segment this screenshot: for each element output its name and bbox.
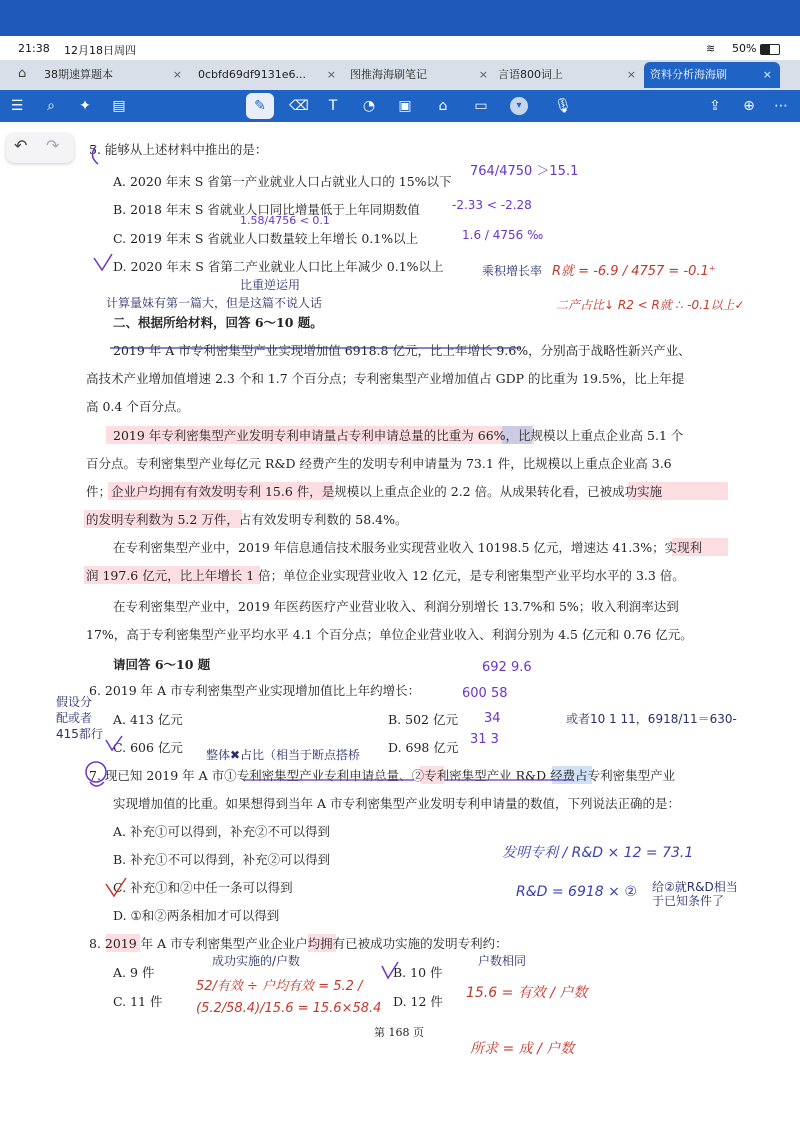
note-r-employment: R就 = -6.9 / 4757 = -0.1⁺ — [552, 264, 716, 279]
microphone-icon[interactable]: 🎙 — [554, 98, 572, 114]
q5-option-c: C. 2019 年末 S 省就业人口数量较上年增长 0.1%以上 — [113, 231, 419, 246]
eraser-icon[interactable]: ⌫ — [289, 98, 309, 114]
q8-option-d: D. 12 件 — [393, 994, 443, 1009]
note-q6-c: 34 — [484, 711, 501, 726]
more-dropdown-icon[interactable]: ▾ — [510, 97, 528, 115]
note-rd-equal: R&D = 6918 × ② — [516, 884, 637, 900]
tab-label: 资料分析海海刷 — [650, 68, 727, 81]
page-number: 第 168 页 — [374, 1026, 424, 1039]
note-q8-calc: 52/有效 ÷ 户均有效 = 5.2 / (5.2/58.4)/15.6 = 15.6×58.4 — [196, 979, 382, 1016]
note-assume-3: 415都行 — [56, 727, 103, 741]
note-calc-b: -2.33 < -2.28 — [452, 198, 532, 212]
q7-line-2: 实现增加值的比重。如果想得到当年 A 市专利密集型产业发明专利申请量的数值，下列说法正确的是： — [113, 796, 680, 811]
note-q6-b: 600 58 — [462, 686, 508, 701]
check-icon — [382, 962, 398, 978]
sticky-note-icon[interactable]: ▭ — [474, 98, 488, 114]
para-4-line-1: 在专利密集型产业中，2019 年医药医疗产业营业收入、利润分别增长 13.7%和 5%；收入利润率达到 — [113, 599, 679, 614]
note-ratio-reverse: 比重逆运用 — [240, 278, 301, 292]
note-calc-c: 1.58/4756 < 0.1 — [240, 214, 330, 227]
q6-title: 6. 2019 年 A 市专利密集型产业实现增加值比上年约增长： — [89, 683, 421, 698]
status-date: 12月18日周四 — [64, 44, 136, 57]
close-icon[interactable]: × — [172, 68, 182, 81]
q7-option-b: B. 补充①不可以得到，补充②可以得到 — [113, 852, 331, 867]
shapes-icon[interactable]: ◔ — [362, 98, 376, 114]
note-product-growth: 乘积增长率 — [482, 264, 543, 278]
search-icon[interactable]: ⌕ — [47, 98, 55, 114]
note-q6-a: 692 9.6 — [482, 660, 532, 675]
tab-label: 言语800词上 — [498, 68, 563, 81]
para-2-line-1: 2019 年专利密集型产业发明专利申请量占专利申请总量的比重为 66%，比规模以上重点企业高 5.1 个 — [113, 428, 684, 443]
ai-sparkle-icon[interactable]: ✦ — [79, 98, 91, 114]
note-rd-formula: 发明专利 / R&D × 12 = 73.1 — [502, 845, 694, 861]
pen-tool-icon[interactable]: ✎ — [246, 93, 274, 119]
para-2-line-3: 件；企业户均拥有有效发明专利 15.6 件，是规模以上重点企业的 2.2 倍。从成果转化看，已被成功实施 — [86, 484, 663, 499]
note-calc-a: 764/4750 ＞15.1 — [470, 164, 579, 179]
q7-option-a: A. 补充①可以得到，补充②不可以得到 — [113, 824, 330, 839]
q5-title: 5. 能够从上述材料中推出的是： — [89, 142, 268, 157]
q5-option-a: A. 2020 年末 S 省第一产业就业人口占就业人口的 15%以下 — [113, 174, 452, 189]
q7-line-1: 7. 现已知 2019 年 A 市①专利密集型产业专利申请总量、②专利密集型产业 R&D 经费占专利密集型产业 — [89, 768, 676, 783]
close-icon[interactable]: × — [478, 68, 488, 81]
para-2-line-2: 百分点。专利密集型产业每亿元 R&D 经费产生的发明专利申请量为 73.1 件，比规模以上重点企业高 3.6 — [86, 456, 672, 471]
note-comment: 计算量妹有第一篇大，但是这篇不说人话 — [106, 296, 323, 310]
note-calc-d: 1.6 / 4756 ‰ — [462, 228, 544, 242]
note-whole-times-share: 整体✖占比（相当于断点搭桥 — [206, 748, 361, 762]
more-icon[interactable]: ⋯ — [774, 98, 788, 114]
note-ratio-15-6: 15.6 = 有效 / 户数 — [466, 985, 588, 1001]
q6-option-c: C. 606 亿元 — [113, 740, 183, 755]
ink-mark — [92, 146, 98, 164]
note-given-2: 给②就R&D相当于已知条件了 — [652, 880, 738, 908]
note-target: 所求 = 成 / 户数 — [470, 1041, 575, 1057]
close-icon[interactable]: × — [626, 68, 636, 81]
q8-title: 8. 2019 年 A 市专利密集型产业企业户均拥有已被成功实施的发明专利约： — [89, 936, 508, 951]
image-icon[interactable]: ▣ — [398, 98, 412, 114]
tab-label: 38期速算题本 — [44, 68, 113, 81]
para-1-line-2: 高技术产业增加值增速 2.3 个和 1.7 个百分点；专利密集型产业增加值占 GDP 的比重为 19.5%，比上年提 — [86, 371, 685, 386]
q6-option-d: D. 698 亿元 — [388, 740, 459, 755]
tab-label: 0cbfd69df9131e6... — [198, 68, 306, 81]
q8-option-b: B. 10 件 — [393, 965, 443, 980]
note-same-households: 户数相同 — [478, 954, 527, 968]
q8-option-c: C. 11 件 — [113, 994, 163, 1009]
note-q6-d: 31 3 — [470, 732, 499, 747]
wifi-icon: ≋ — [706, 42, 716, 55]
para-1-line-1: 2019 年 A 市专利密集型产业实现增加值 6918.8 亿元，比上年增长 9.6%，分别高于战略性新兴产业、 — [113, 343, 691, 358]
para-4-line-2: 17%，高于专利密集型产业平均水平 4.1 个百分点；单位企业营业收入、利润分别为 4.5 亿元和 0.76 亿元。 — [86, 627, 693, 642]
para-2-line-4: 的发明专利数为 5.2 万件，占有效发明专利数的 58.4%。 — [86, 512, 408, 527]
check-icon — [106, 736, 122, 750]
para-3-line-2: 润 197.6 亿元，比上年增长 1 倍；单位企业实现营业收入 12 亿元，是专利密集型产业平均水平的 3.3 倍。 — [86, 568, 685, 583]
battery-label: 50% — [732, 42, 757, 55]
close-icon[interactable]: × — [326, 68, 336, 81]
redo-icon[interactable]: ↷ — [46, 136, 60, 155]
bottom-area — [0, 1100, 800, 1132]
check-icon — [106, 878, 126, 896]
q7-option-c: C. 补充①和②中任一条可以得到 — [113, 880, 293, 895]
instruction: 请回答 6～10 题 — [113, 657, 211, 672]
status-time: 21:38 — [18, 42, 50, 55]
check-icon — [94, 254, 112, 270]
share-icon[interactable]: ⇪ — [709, 98, 721, 114]
q6-option-a: A. 413 亿元 — [113, 712, 183, 727]
note-success-per-household: 成功实施的/户数 — [212, 954, 301, 968]
close-icon[interactable]: × — [762, 68, 772, 81]
ink-circle — [86, 762, 106, 782]
para-3-line-1: 在专利密集型产业中，2019 年信息通信技术服务业实现营业收入 10198.5 亿元，增速达 41.3%；实现利 — [113, 540, 703, 555]
note-assume-2: 配或者 — [56, 711, 93, 725]
para-1-line-3: 高 0.4 个百分点。 — [86, 399, 189, 414]
pages-icon[interactable]: ☰ — [10, 98, 24, 114]
notes-icon[interactable]: ▤ — [112, 98, 126, 114]
tab-label: 图推海海刷笔记 — [350, 68, 427, 81]
note-alt-calc: 或者10 1 11，6918/11＝630- — [566, 712, 737, 726]
home-icon[interactable]: ⌂ — [18, 66, 27, 81]
q7-option-d: D. ①和②两条相加才可以得到 — [113, 908, 280, 923]
q5-option-b: B. 2018 年末 S 省就业人口同比增量低于上年同期数值 — [113, 202, 420, 217]
undo-icon[interactable]: ↶ — [14, 136, 28, 155]
note-secondary-share: 二产占比↓ R2 < R就 ∴ -0.1以上✓ — [556, 298, 745, 312]
lasso-icon[interactable]: ⌂ — [438, 98, 448, 114]
q5-option-d: D. 2020 年末 S 省第二产业就业人口比上年减少 0.1%以上 — [113, 259, 444, 274]
q6-option-b: B. 502 亿元 — [388, 712, 458, 727]
note-assume-1: 假设分 — [56, 695, 93, 709]
section-2-title: 二、根据所给材料，回答 6～10 题。 — [113, 315, 323, 330]
q8-option-a: A. 9 件 — [113, 965, 155, 980]
text-box-icon[interactable]: T — [328, 98, 338, 114]
bookmark-add-icon[interactable]: ⊕ — [743, 98, 755, 114]
